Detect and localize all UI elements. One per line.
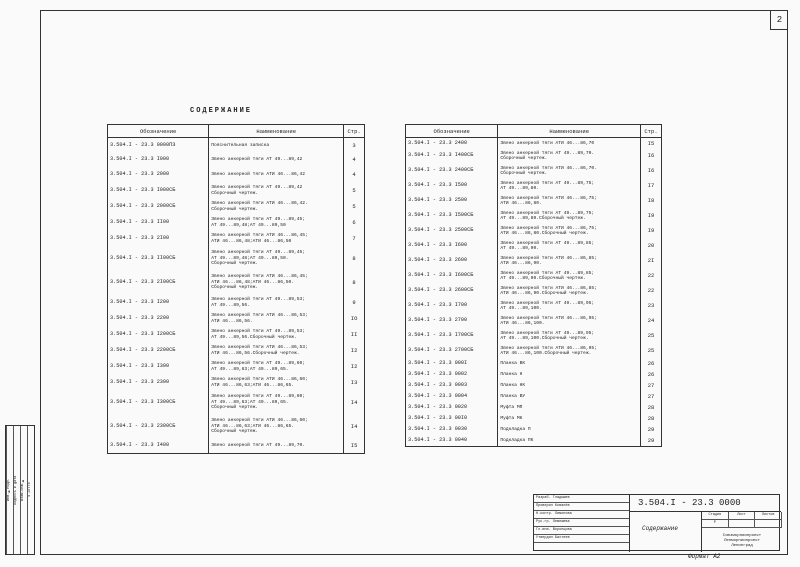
- cell-code: 3.504.I - 23.3 I200: [108, 295, 209, 311]
- cell-name: Звено анкерной тяги АТ 49...89,75; АТ 49...89,80.Сборочный чертеж.: [498, 209, 641, 224]
- stamp-header-cell: Лист: [729, 512, 756, 519]
- cell-name: Звено анкерной тяги АТ 49...89,42 Сборочный чертеж.: [209, 183, 344, 199]
- cell-page: 29: [641, 425, 662, 436]
- document-name: Содержание: [642, 525, 679, 532]
- cell-name: Звено анкерной тяги АТ 49...89,70. Сборочный чертеж.: [498, 149, 641, 164]
- header-designation: Обозначение: [108, 125, 209, 138]
- cell-page: I9: [641, 209, 662, 224]
- cell-page: I4: [344, 391, 365, 415]
- cell-code: 3.504.I - 23.3 0003: [406, 381, 498, 392]
- organization: Союзморниипроект Ленморниипроект Ленинград: [722, 534, 762, 548]
- table-row: [406, 194, 662, 209]
- table-row: [108, 271, 365, 295]
- cell-code: 3.504.I - 23.3 2300СБ: [108, 415, 209, 439]
- cell-name: Звено анкерной тяги АТ 49...89,53; АТ 49...89,56.Сборочный чертеж.: [209, 327, 344, 343]
- signature-row: Разраб. Гладышев: [534, 495, 629, 503]
- cell-page: 22: [641, 269, 662, 284]
- cell-code: 3.504.I - 23.3 2000: [108, 168, 209, 183]
- stamp-header-cell: Стадия: [702, 512, 729, 519]
- table-row: [406, 138, 662, 149]
- cell-name: Подкладка ПК: [498, 436, 641, 447]
- table-row: [406, 149, 662, 164]
- cell-code: 3.504.I - 23.3 I600: [406, 239, 498, 254]
- cell-page: 26: [641, 359, 662, 370]
- format-note: Формат А2: [688, 553, 721, 560]
- side-label: Подпись и дата: [13, 426, 20, 554]
- cell-page: 22: [641, 284, 662, 299]
- cell-page: 29: [641, 436, 662, 447]
- table-row: [406, 164, 662, 179]
- cell-code: 3.504.I - 23.3 0002: [406, 370, 498, 381]
- cell-name: Муфта МК: [498, 414, 641, 425]
- cell-name: Звено анкерной тяги АТИ 46...86,53; АТИ 46...86,56.Сборочный чертеж.: [209, 343, 344, 359]
- table-row: [108, 343, 365, 359]
- cell-code: 3.504.I - 23.3 I600СБ: [406, 269, 498, 284]
- cell-name: Звено анкерной тяги АТ 49...89,95; АТ 49...89,100.Сборочный чертеж.: [498, 329, 641, 344]
- cell-page: 6: [344, 215, 365, 231]
- cell-code: 3.504.I - 23.3 I300: [108, 359, 209, 375]
- table-row: [406, 269, 662, 284]
- cell-code: 3.504.I - 23.3 I400СБ: [406, 149, 498, 164]
- side-label: Инв.№подл.: [6, 426, 13, 554]
- table-row: [406, 359, 662, 370]
- stamp-info: [701, 512, 782, 552]
- cell-code: 3.504.I - 23.3 2600СБ: [406, 284, 498, 299]
- header-page: Стр.: [641, 125, 662, 138]
- cell-name: Подкладка П: [498, 425, 641, 436]
- cell-code: 3.504.I - 23.3 I200СБ: [108, 327, 209, 343]
- cell-page: I6: [641, 149, 662, 164]
- stamp-values: [702, 520, 782, 528]
- table-row: [108, 359, 365, 375]
- table-row: [406, 329, 662, 344]
- table-row: [108, 231, 365, 247]
- stage-value: Р: [702, 520, 729, 527]
- cell-page: I8: [641, 194, 662, 209]
- cell-page: 9: [344, 295, 365, 311]
- table-row: [108, 295, 365, 311]
- cell-name: Звено анкерной тяги АТИ 46...86,85; АТИ 46...86,90.Сборочный чертеж.: [498, 284, 641, 299]
- cell-name: Звено анкерной тяги АТИ 46...86,60; АТИ 46...86,63;АТИ 46...86,65. Сборочный чертеж.: [209, 415, 344, 439]
- cell-page: I2: [344, 343, 365, 359]
- table-row: [108, 199, 365, 215]
- toc-table-left: [107, 124, 365, 454]
- cell-page: I5: [344, 439, 365, 454]
- table-row: [406, 209, 662, 224]
- cell-name: Звено анкерной тяги АТ 49...89,85; АТ 49...89,90.Сборочный чертеж.: [498, 269, 641, 284]
- table-row: [406, 414, 662, 425]
- cell-code: 3.504.I - 23.3 I500СБ: [406, 209, 498, 224]
- cell-code: 3.504.I - 23.3 I000СБ: [108, 183, 209, 199]
- title-block: [533, 494, 780, 551]
- table-row: [108, 375, 365, 391]
- cell-code: 3.504.I - 23.3 00I0: [406, 414, 498, 425]
- cell-page: I7: [641, 179, 662, 194]
- cell-code: 3.504.I - 23.3 I000: [108, 153, 209, 168]
- cell-code: 3.504.I - 23.3 I400: [108, 439, 209, 454]
- page-title: СОДЕРЖАНИЕ: [190, 107, 253, 115]
- cell-code: 3.504.I - 23.3 0004: [406, 392, 498, 403]
- cell-name: Звено анкерной тяги АТИ 46...86,45; АТИ 46...86,48;АТИ 46...86,50: [209, 231, 344, 247]
- cell-name: Планка ВУ: [498, 392, 641, 403]
- cell-name: Муфта МП: [498, 403, 641, 414]
- cell-code: 3.504.I - 23.3 II00: [108, 215, 209, 231]
- cell-name: Звено анкерной тяги АТ 49...89,95; АТ 49...89,100.: [498, 299, 641, 314]
- cell-page: 27: [641, 392, 662, 403]
- cell-page: I4: [344, 415, 365, 439]
- cell-name: Звено анкерной тяги АТ 49...89,85; АТ 49...89,90.: [498, 239, 641, 254]
- cell-name: Звено анкерной тяги АТИ 46...86,42: [209, 168, 344, 183]
- header-name: Наименование: [498, 125, 641, 138]
- table-row: [406, 381, 662, 392]
- cell-name: Звено анкерной тяги АТ 49...89,45; АТ 49...89,48;АТ 49...89,50: [209, 215, 344, 231]
- table-row: [406, 436, 662, 447]
- cell-code: 3.504.I - 23.3 I700СБ: [406, 329, 498, 344]
- cell-page: 28: [641, 414, 662, 425]
- cell-page: 27: [641, 381, 662, 392]
- cell-name: Планка НК: [498, 381, 641, 392]
- cell-page: II: [344, 327, 365, 343]
- cell-page: 8: [344, 247, 365, 271]
- table-row: [406, 314, 662, 329]
- cell-name: Звено анкерной тяги АТ 49...89,60; АТ 49...89,63;АТ 49...89,65.: [209, 359, 344, 375]
- cell-code: 3.504.I - 23.3 0020: [406, 403, 498, 414]
- table-row: [108, 153, 365, 168]
- table-row: [406, 403, 662, 414]
- cell-code: 3.504.I - 23.3 2700: [406, 314, 498, 329]
- header-designation: Обозначение: [406, 125, 498, 138]
- cell-page: 8: [344, 271, 365, 295]
- cell-code: 3.504.I - 23.3 0040: [406, 436, 498, 447]
- cell-page: 23: [641, 299, 662, 314]
- toc-table-right: [405, 124, 662, 447]
- cell-page: 20: [641, 239, 662, 254]
- signature-row: Гл.инж. Воронцова: [534, 527, 629, 535]
- cell-page: 25: [641, 329, 662, 344]
- header-page: Стр.: [344, 125, 365, 138]
- cell-code: 3.504.I - 23.3 2500СБ: [406, 224, 498, 239]
- table-row: [406, 370, 662, 381]
- table-row: [406, 344, 662, 359]
- cell-name: Звено анкерной тяги АТИ 46...86,75; АТИ 46...86,80.: [498, 194, 641, 209]
- signature-row: Н.контр. Лимонова: [534, 511, 629, 519]
- cell-code: 3.504.I - 23.3 0030: [406, 425, 498, 436]
- cell-name: Планка ВК: [498, 359, 641, 370]
- cell-page: 4: [344, 153, 365, 168]
- cell-code: 3.504.I - 23.3 000I: [406, 359, 498, 370]
- cell-code: 3.504.I - 23.3 2700СБ: [406, 344, 498, 359]
- cell-page: 24: [641, 314, 662, 329]
- table-row: [406, 299, 662, 314]
- cell-code: 3.504.I - 23.3 2600: [406, 254, 498, 269]
- cell-code: 3.504.I - 23.3 2I00: [108, 231, 209, 247]
- cell-name: Звено анкерной тяги АТИ 46...86,95; АТИ 46...86,100.Сборочный чертеж.: [498, 344, 641, 359]
- cell-page: I2: [344, 359, 365, 375]
- table-row: [108, 183, 365, 199]
- table-row: [108, 311, 365, 327]
- table-row: [108, 327, 365, 343]
- cell-page: 4: [344, 168, 365, 183]
- cell-page: 3: [344, 138, 365, 153]
- cell-name: Звено анкерной тяги АТ 49...89,70.: [209, 439, 344, 454]
- cell-name: Звено анкерной тяги АТИ 46...86,95; АТИ 46...86,100.: [498, 314, 641, 329]
- signature-row: Рук.гр. Лемешева: [534, 519, 629, 527]
- cell-name: Звено анкерной тяги АТИ 46...86,53; АТИ 46...86,56.: [209, 311, 344, 327]
- cell-name: Звено анкерной тяги АТ 49...89,45; АТ 49...89,48;АТ 49...89,50. Сборочный чертеж.: [209, 247, 344, 271]
- cell-code: 3.504.I - 23.3 0000ПЗ: [108, 138, 209, 153]
- side-label: 4 20776: [27, 426, 34, 554]
- cell-code: 3.504.I - 23.3 2I00СБ: [108, 271, 209, 295]
- cell-code: 3.504.I - 23.3 I700: [406, 299, 498, 314]
- table-row: [406, 224, 662, 239]
- table-row: [406, 284, 662, 299]
- cell-page: 2I: [641, 254, 662, 269]
- cell-name: Звено анкерной тяги АТИ 46...86,85; АТИ 46...86,90.: [498, 254, 641, 269]
- cell-page: I9: [641, 224, 662, 239]
- stamp-header: [702, 512, 782, 520]
- cell-code: 3.504.I - 23.3 2200СБ: [108, 343, 209, 359]
- document-number: 3.504.I - 23.3 0000: [629, 494, 781, 512]
- signature-row: Утвердил Бахтеев: [534, 535, 629, 543]
- cell-name: Звено анкерной тяги АТ 49...89,42: [209, 153, 344, 168]
- table-row: [108, 415, 365, 439]
- table-row: [108, 168, 365, 183]
- cell-code: 3.504.I - 23.3 2400: [406, 138, 498, 149]
- table-row: [406, 425, 662, 436]
- table-row: [108, 138, 365, 153]
- cell-code: 3.504.I - 23.3 II00СБ: [108, 247, 209, 271]
- cell-page: I5: [641, 138, 662, 149]
- signature-row: Проверил Ковалёв: [534, 503, 629, 511]
- side-label: Взам.инв.№: [20, 426, 27, 554]
- cell-name: Звено анкерной тяги АТИ 46...86,70: [498, 138, 641, 149]
- table-row: [108, 247, 365, 271]
- cell-name: Звено анкерной тяги АТИ 46...86,45; АТИ 46...86,48;АТИ 46...86,50. Сборочный чертеж.: [209, 271, 344, 295]
- cell-name: Пояснительная записка: [209, 138, 344, 153]
- cell-page: 5: [344, 199, 365, 215]
- cell-page: 28: [641, 403, 662, 414]
- cell-page: 7: [344, 231, 365, 247]
- cell-code: 3.504.I - 23.3 2500: [406, 194, 498, 209]
- cell-page: 26: [641, 370, 662, 381]
- cell-code: 3.504.I - 23.3 2400СБ: [406, 164, 498, 179]
- cell-name: Звено анкерной тяги АТИ 46...86,60; АТИ 46...86,63;АТИ 46...86,65.: [209, 375, 344, 391]
- page-number: 2: [770, 10, 788, 30]
- table-row: [108, 391, 365, 415]
- cell-page: I3: [344, 375, 365, 391]
- cell-page: 5: [344, 183, 365, 199]
- cell-page: 25: [641, 344, 662, 359]
- cell-name: Звено анкерной тяги АТИ 46...86,75; АТИ 46...86,80.Сборочный чертеж.: [498, 224, 641, 239]
- cell-name: Звено анкерной тяги АТ 49...89,60; АТ 49...89,63;АТ 49...89,65. Сборочный чертеж.: [209, 391, 344, 415]
- signature-block: [534, 495, 630, 552]
- table-row: [108, 215, 365, 231]
- table-row: [108, 439, 365, 454]
- cell-page: I6: [641, 164, 662, 179]
- cell-name: Звено анкерной тяги АТ 49...89,53; АТ 49...89,56.: [209, 295, 344, 311]
- cell-code: 3.504.I - 23.3 I500: [406, 179, 498, 194]
- header-name: Наименование: [209, 125, 344, 138]
- cell-code: 3.504.I - 23.3 I300СБ: [108, 391, 209, 415]
- table-row: [406, 179, 662, 194]
- stamp-header-cell: Листов: [755, 512, 782, 519]
- cell-name: Звено анкерной тяги АТИ 46...86,42. Сборочный чертеж.: [209, 199, 344, 215]
- cell-code: 3.504.I - 23.3 2000СБ: [108, 199, 209, 215]
- table-row: [406, 392, 662, 403]
- side-registration-box: [5, 425, 35, 555]
- cell-name: Звено анкерной тяги АТИ 46...86,70. Сборочный чертеж.: [498, 164, 641, 179]
- cell-code: 3.504.I - 23.3 2300: [108, 375, 209, 391]
- cell-name: Планка Н: [498, 370, 641, 381]
- cell-page: IO: [344, 311, 365, 327]
- table-row: [406, 254, 662, 269]
- cell-name: Звено анкерной тяги АТ 49...89,75; АТ 49...89,80.: [498, 179, 641, 194]
- cell-code: 3.504.I - 23.3 2200: [108, 311, 209, 327]
- table-row: [406, 239, 662, 254]
